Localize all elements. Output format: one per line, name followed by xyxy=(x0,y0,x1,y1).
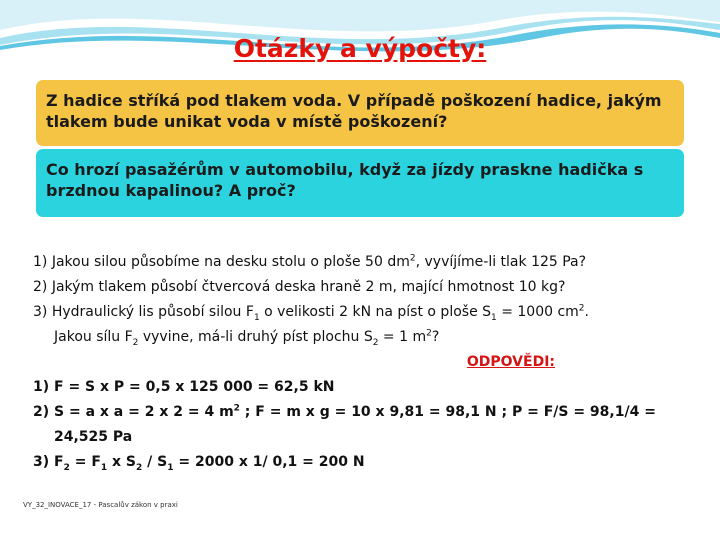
answer-2 xyxy=(33,400,703,425)
superscript: 2 xyxy=(233,403,240,414)
answer-3-part: x S xyxy=(107,454,137,470)
question-3-part: = 1000 cm xyxy=(496,304,579,320)
question-1-part: 1) Jakou silou působíme na desku stolu o ploše 50 dm xyxy=(33,254,410,270)
subscript: 1 xyxy=(491,312,497,323)
subscript: 1 xyxy=(167,462,174,473)
answer-2-part: 2) S = a x a = 2 x 2 = 4 m xyxy=(33,404,234,420)
question-3-continued xyxy=(33,325,703,350)
subscript: 1 xyxy=(253,312,260,323)
answer-1: 1) F = S x P = 0,5 x 125 000 = 62,5 kN xyxy=(33,379,335,395)
question-3-part: = 1 m xyxy=(378,329,427,345)
answer-3 xyxy=(33,450,703,475)
question-box-hose-text: Z hadice stříká pod tlakem voda. V případě poškození hadice, jakým tlakem bude unikat voda v místě poškození? xyxy=(46,91,662,131)
answer-3-part: 3) F xyxy=(33,454,64,470)
question-2: 2) Jakým tlakem působí čtvercová deska hraně 2 m, mající hmotnost 10 kg? xyxy=(33,279,566,295)
answer-3-part: = F xyxy=(69,454,101,470)
superscript: 2 xyxy=(409,253,416,264)
question-box-hose xyxy=(36,80,684,146)
question-3-part: 3) Hydraulický lis působí silou F xyxy=(33,304,254,320)
question-3-part: vyvine, má-li druhý píst plochu S xyxy=(138,329,373,345)
question-1 xyxy=(33,250,703,275)
answer-2-continued: 24,525 Pa xyxy=(54,429,133,445)
question-3-part: o velikosti 2 kN na píst o ploše S xyxy=(259,304,492,320)
question-3 xyxy=(33,300,703,325)
answer-3-part: / S xyxy=(142,454,168,470)
question-box-brakes xyxy=(36,149,684,217)
slide-title: Otázky a výpočty: xyxy=(233,34,487,63)
question-3-part: . xyxy=(584,304,589,320)
footer-label: VY_32_INOVACE_17 - Pascalův zákon v praxi xyxy=(23,501,178,509)
answer-3-part: = 2000 x 1/ 0,1 = 200 N xyxy=(173,454,365,470)
subscript: 2 xyxy=(372,337,379,348)
subscript: 2 xyxy=(132,337,139,348)
subscript: 2 xyxy=(136,462,143,473)
answer-2-part: ; F = m x g = 10 x 9,81 = 98,1 N ; P = F/S = 98,1/4 = xyxy=(239,404,656,420)
subscript: 1 xyxy=(100,462,108,473)
question-3-part: Jakou sílu F xyxy=(54,329,133,345)
question-box-brakes-text: Co hrozí pasažérům v automobilu, když za jízdy praskne hadička s brzdnou kapalinou? A proč? xyxy=(46,160,644,200)
superscript: 2 xyxy=(426,328,432,339)
superscript: 2 xyxy=(578,303,585,314)
questions-and-answers xyxy=(33,250,703,475)
answers-heading: ODPOVĚDI: xyxy=(466,354,555,370)
question-1-part: , vyvíjíme-li tlak 125 Pa? xyxy=(415,254,587,270)
subscript: 2 xyxy=(63,462,70,473)
question-3-part: ? xyxy=(431,329,440,345)
